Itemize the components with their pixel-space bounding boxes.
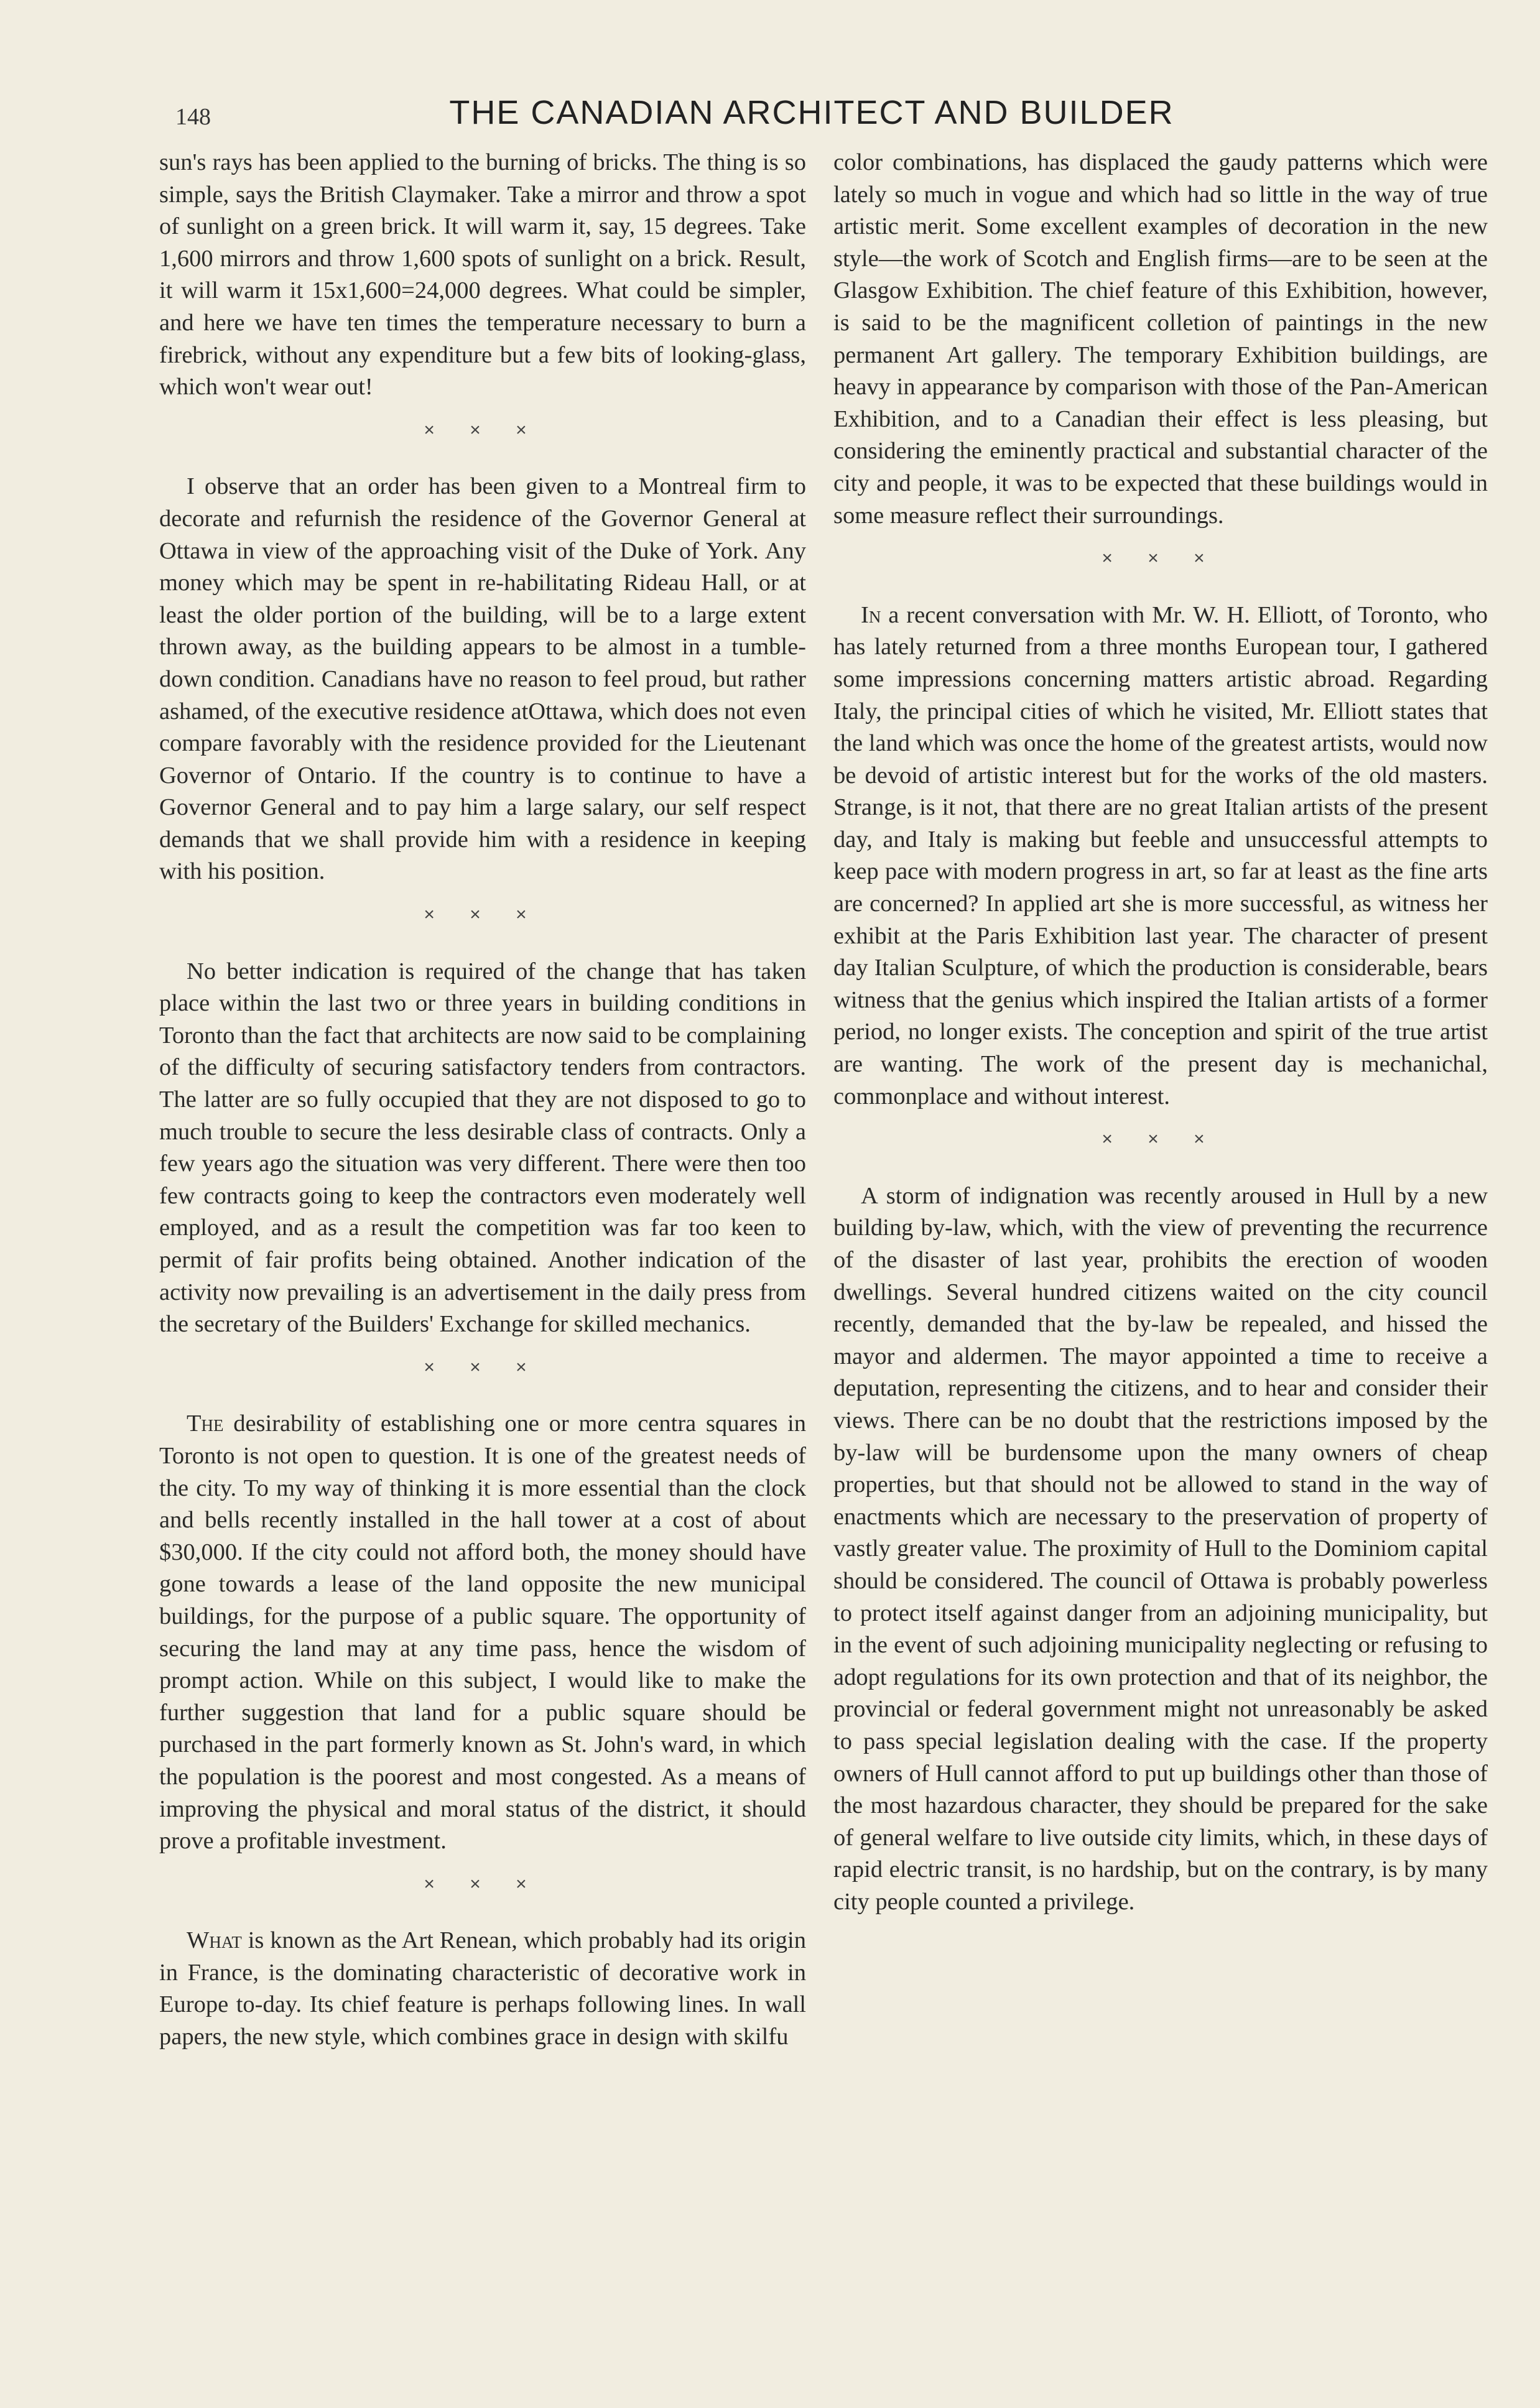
journal-title: THE CANADIAN ARCHITECT AND BUILDER (449, 94, 1174, 131)
paragraph-lead-word: The (187, 1410, 224, 1437)
article-paragraph (159, 471, 806, 888)
article-paragraph (159, 1408, 806, 1857)
paragraph-text: desirability of establishing one or more centra squares in Toronto is not open to question. It is one of the greatest needs of the city. To my way of thinking it is more essential than the clock and bells recently installed in the hall tower at a cost of about $30,000. If the city could not afford both, the money should have gone towards a lease of the land opposite the new municipal buildings, for the purpose of a public square. The opportunity of securing the land may at any time pass, hence the wisdom of prompt action. While on this subject, I would like to make the further suggestion that land for a public square should be purchased in the part formerly known as St. John's ward, in which the population is the poorest and most congested. As a means of improving the physical and moral status of the district, it should prove a profitable investment. (159, 1410, 806, 1855)
article-paragraph (159, 1925, 806, 2053)
article-paragraph (159, 956, 806, 1341)
paragraph-text: color combinations, has displaced the gaudy patterns which were lately so much in vogue and which had so little in the way of true artistic merit. Some excellent examples of decoration in the new style—the work of Scotch and English firms—are to be seen at the Glasgow Exhibition. The chief feature of this Exhibition, however, is said to be the magnificent colletion of paintings in the new permanent Art gallery. The temporary Exhibition buildings, are heavy in appearance by comparison with those of the Pan-American Exhibition, and to a Canadian their effect is less pleasing, but considering the eminently practical and substantial character of the city and people, it was to be expected that these buildings would in some measure reflect their surroundings. (833, 149, 1488, 529)
paragraph-text: a recent conversation with Mr. W. H. Elliott, of Toronto, who has lately returned from a three months European tour, I gathered some impressions concerning matters artistic abroad. Regarding Italy, the principal cities of which he visited, Mr. Elliott states that the land which was once the home of the greatest artists, would now be devoid of artistic interest but for the works of the old masters. Strange, is it not, that there are no great Italian artists of the present day, and Italy is making but feeble and unsuccessful attempts to keep pace with modern progress in art, so far at least as the fine arts are concerned? In applied art she is more successful, as witness her exhibit at the Paris Exhibition last year. The character of present day Italian Sculpture, of which the production is considerable, bears witness that the genius which inspired the Italian artists of a former period, no longer exists. The conception and spirit of the true artist are wanting. The work of the present day is mechanichal, commonplace and without interest. (833, 601, 1488, 1109)
paragraph-text: sun's rays has been applied to the burning of bricks. The thing is so simple, says the British Claymaker. Take a mirror and throw a spot of sunlight on a green brick. It will warm it, say, 15 degrees. Take 1,600 mirrors and throw 1,600 spots of sunlight on a brick. Result, it will warm it 15x1,600=24,000 degrees. What could be simpler, and here we have ten times the temperature necessary to burn a firebrick, without any expenditure but a few bits of looking-glass, which won't wear out! (159, 149, 806, 401)
paragraph-text: I observe that an order has been given to a Montreal firm to decorate and refurnish the residence of the Governor General at Ottawa in view of the approaching visit of the Duke of York. Any money which may be spent in re-habilitating Rideau Hall, or at least the older portion of the building, will be to a large extent thrown away, as the building appears to be almost in a tumble-down condition. Canadians have no reason to feel proud, but rather ashamed, of the executive residence atOttawa, which does not even compare favorably with the residence provided for the Lieutenant Governor of Ontario. If the country is to continue to have a Governor General and to pay him a large salary, our self respect demands that we shall provide him with a residence in keeping with his position. (159, 473, 806, 885)
section-separator: × × × (1102, 548, 1220, 569)
paragraph-text: is known as the Art Renean, which probably had its origin in France, is the dominating characteristic of decorative work in Europe to-day. Its chief feature is perhaps following lines. In wall papers, the new style, which combines grace in design with skilfu (159, 1927, 806, 2050)
left-column (159, 147, 806, 2054)
paragraph-lead-word: In (861, 601, 881, 628)
paragraph-text: A storm of indignation was recently aroused in Hull by a new building by-law, which, with the view of preventing the recurrence of the disaster of last year, prohibits the erection of wooden dwellings. Several hundred citizens waited on the city council recently, demanded that the by-law be repealed, and hissed the mayor and aldermen. The mayor appointed a time to receive a deputation, representing the citizens, and to hear and consider their views. There can be no doubt that the restrictions imposed by the by-law will be burdensome upon the many owners of cheap properties, but that should not be allowed to stand in the way of enactments which are necessary to the preservation of property of vastly greater value. The proximity of Hull to the Dominiom capital should be considered. The council of Ottawa is probably powerless to protect itself against danger from an adjoining municipality, but in the event of such adjoining municipality neglecting or refusing to adopt regulations for its own protection and that of its neighbor, the provincial or federal government might not unreasonably be asked to pass special legislation dealing with the case. If the property owners of Hull cannot afford to put up buildings other than those of the most hazardous character, they should be prepared for the sake of general welfare to live outside city limits, which, in these days of rapid electric transit, is no hardship, but on the contrary, is by many city people counted a privilege. (833, 1182, 1488, 1915)
section-separator: × × × (424, 1356, 542, 1378)
article-paragraph (833, 600, 1488, 1113)
section-separator: × × × (424, 904, 542, 925)
article-paragraph (833, 147, 1488, 532)
article-paragraph (159, 147, 806, 404)
paragraph-lead-word: What (187, 1927, 242, 1954)
page-header (155, 93, 1468, 143)
page-number: 148 (175, 104, 211, 130)
paragraph-text: No better indication is required of the change that has taken place within the last two or three years in building conditions in Toronto than the fact that architects are now said to be complaining of the difficulty of securing satisfactory tenders from contractors. The latter are so fully occupied that they are not disposed to go to much trouble to secure the less desirable class of contracts. Only a few years ago the situation was very different. There were then too few contracts going to keep the contractors even moderately well employed, and as a result the competition was far too keen to permit of fair profits being obtained. Another indication of the activity now prevailing is an advertisement in the daily press from the secretary of the Builders' Exchange for skilled mechanics. (159, 958, 806, 1338)
section-separator: × × × (424, 419, 542, 440)
section-separator: × × × (424, 1873, 542, 1894)
article-paragraph (833, 1180, 1488, 1919)
section-separator: × × × (1102, 1129, 1220, 1150)
right-column (833, 147, 1488, 1918)
